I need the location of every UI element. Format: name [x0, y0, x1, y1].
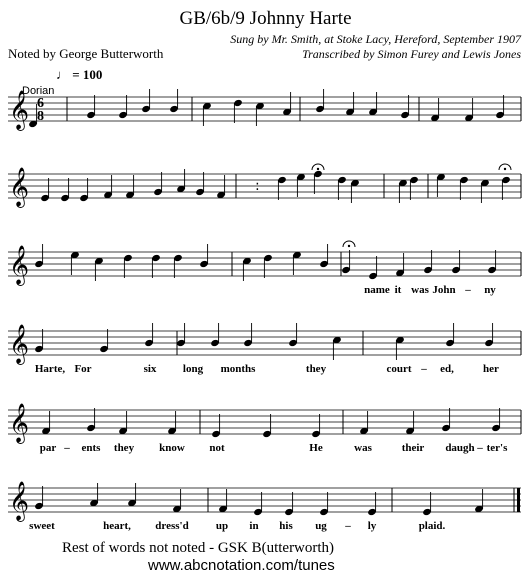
lyric-syllable: –	[465, 284, 471, 296]
lyric-syllable: in	[249, 520, 259, 532]
lyric-syllable: –	[421, 363, 427, 375]
treble-clef-icon: 𝄞	[9, 403, 30, 443]
lyric-syllable: John	[432, 284, 456, 296]
staff-system	[8, 244, 521, 296]
treble-clef-icon: 𝄞	[9, 90, 30, 130]
final-bar-thick	[517, 488, 520, 512]
lyric-syllable: ed,	[440, 363, 454, 375]
lyric-syllable: it	[394, 284, 402, 296]
words-note: Rest of words not noted - GSK B(utterworth)	[62, 540, 335, 556]
lyric-syllable: long	[182, 363, 204, 375]
source-credit: Sung by Mr. Smith, at Stoke Lacy, Hereford, September 1907	[230, 32, 521, 46]
source-url: www.abcnotation.com/tunes	[148, 557, 335, 574]
lyric-syllable: name	[364, 284, 390, 296]
lyric-syllable: was	[411, 284, 429, 296]
lyric-syllable: was	[354, 442, 372, 454]
lyric-syllable: her	[483, 363, 499, 375]
treble-clef-icon: 𝄞	[9, 481, 30, 521]
lyric-syllable: daugh	[445, 442, 475, 454]
lyric-syllable: they	[305, 363, 327, 375]
lyric-syllable: court	[386, 363, 412, 375]
lyric-syllable: He	[309, 442, 323, 454]
staff-system	[8, 167, 521, 208]
treble-clef-icon: 𝄞	[9, 167, 30, 207]
tune-title: GB/6b/9 Johnny Harte	[179, 8, 352, 29]
transcriber-credit: Transcribed by Simon Furey and Lewis Jones	[302, 47, 521, 61]
lyric-syllable: sweet	[29, 520, 55, 532]
staff-system	[8, 481, 521, 532]
lyric-syllable: know	[159, 442, 185, 454]
staff-system	[8, 403, 521, 454]
fermata-dot	[348, 245, 350, 247]
lyric-syllable: months	[220, 363, 256, 375]
time-signature-numerator: 6	[37, 96, 44, 111]
lyric-syllable: Harte,	[34, 363, 66, 375]
lyric-syllable: their	[401, 442, 425, 454]
lyric-syllable: up	[215, 520, 229, 532]
fermata-dot	[317, 168, 319, 170]
lyric-syllable: not	[209, 442, 225, 454]
quarter-note-icon: ♩	[56, 67, 69, 82]
lyric-syllable: plaid.	[418, 520, 446, 532]
treble-clef-icon: 𝄞	[9, 245, 30, 285]
tempo-value: = 100	[72, 67, 103, 82]
staff-system	[8, 323, 521, 375]
mode-label: Dorian	[22, 85, 55, 97]
collector-credit: Noted by George Butterworth	[8, 46, 164, 61]
lyric-syllable: ly	[367, 520, 377, 532]
time-signature-denominator: 8	[37, 109, 44, 124]
lyric-syllable: six	[143, 363, 157, 375]
lyric-syllable: ter's	[486, 442, 508, 454]
fermata-dot	[504, 168, 506, 170]
lyric-syllable: par	[39, 442, 57, 454]
lyric-syllable: ug	[315, 520, 327, 532]
treble-clef-icon: 𝄞	[9, 324, 30, 364]
lyric-syllable: –	[345, 520, 351, 532]
staff-system	[8, 89, 521, 131]
lyric-syllable: ents	[81, 442, 101, 454]
lyric-syllable: dress'd	[155, 520, 189, 532]
lyric-syllable: For	[74, 363, 92, 375]
lyric-syllable: heart,	[103, 520, 131, 532]
lyric-syllable: they	[113, 442, 135, 454]
lyric-syllable: –	[477, 442, 483, 454]
lyric-syllable: –	[64, 442, 70, 454]
lyric-syllable: ny	[484, 284, 496, 296]
lyric-syllable: his	[279, 520, 293, 532]
repeat-sign-icon: :	[255, 178, 260, 194]
